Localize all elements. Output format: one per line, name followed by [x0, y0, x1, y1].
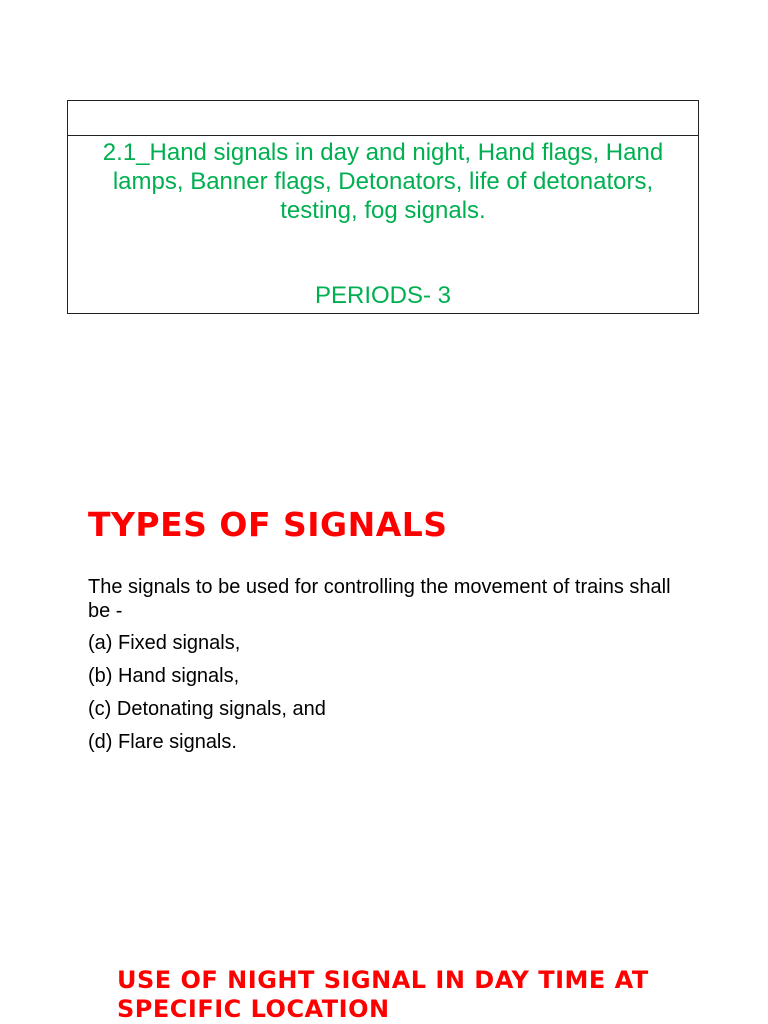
- topic-box-header-strip: [68, 101, 698, 136]
- section-title: TYPES OF SIGNALS: [88, 505, 448, 544]
- intro-text: The signals to be used for controlling the movement of trains shall be -: [88, 576, 671, 622]
- list-item: (b) Hand signals,: [88, 665, 240, 687]
- signal-types-list: [88, 631, 326, 763]
- list-item: (a) Fixed signals,: [88, 632, 241, 654]
- periods-label: PERIODS- 3: [314, 282, 452, 309]
- topic-description: 2.1_Hand signals in day and night, Hand flags, Hand lamps, Banner flags, Detonators, life of detonators, testing, fog signals.: [102, 139, 664, 224]
- list-item: (d) Flare signals.: [88, 731, 237, 753]
- list-item: (c) Detonating signals, and: [88, 698, 326, 720]
- topic-box: [67, 100, 699, 314]
- next-section-title: USE OF NIGHT SIGNAL IN DAY TIME AT SPECIFIC LOCATION: [117, 966, 649, 1023]
